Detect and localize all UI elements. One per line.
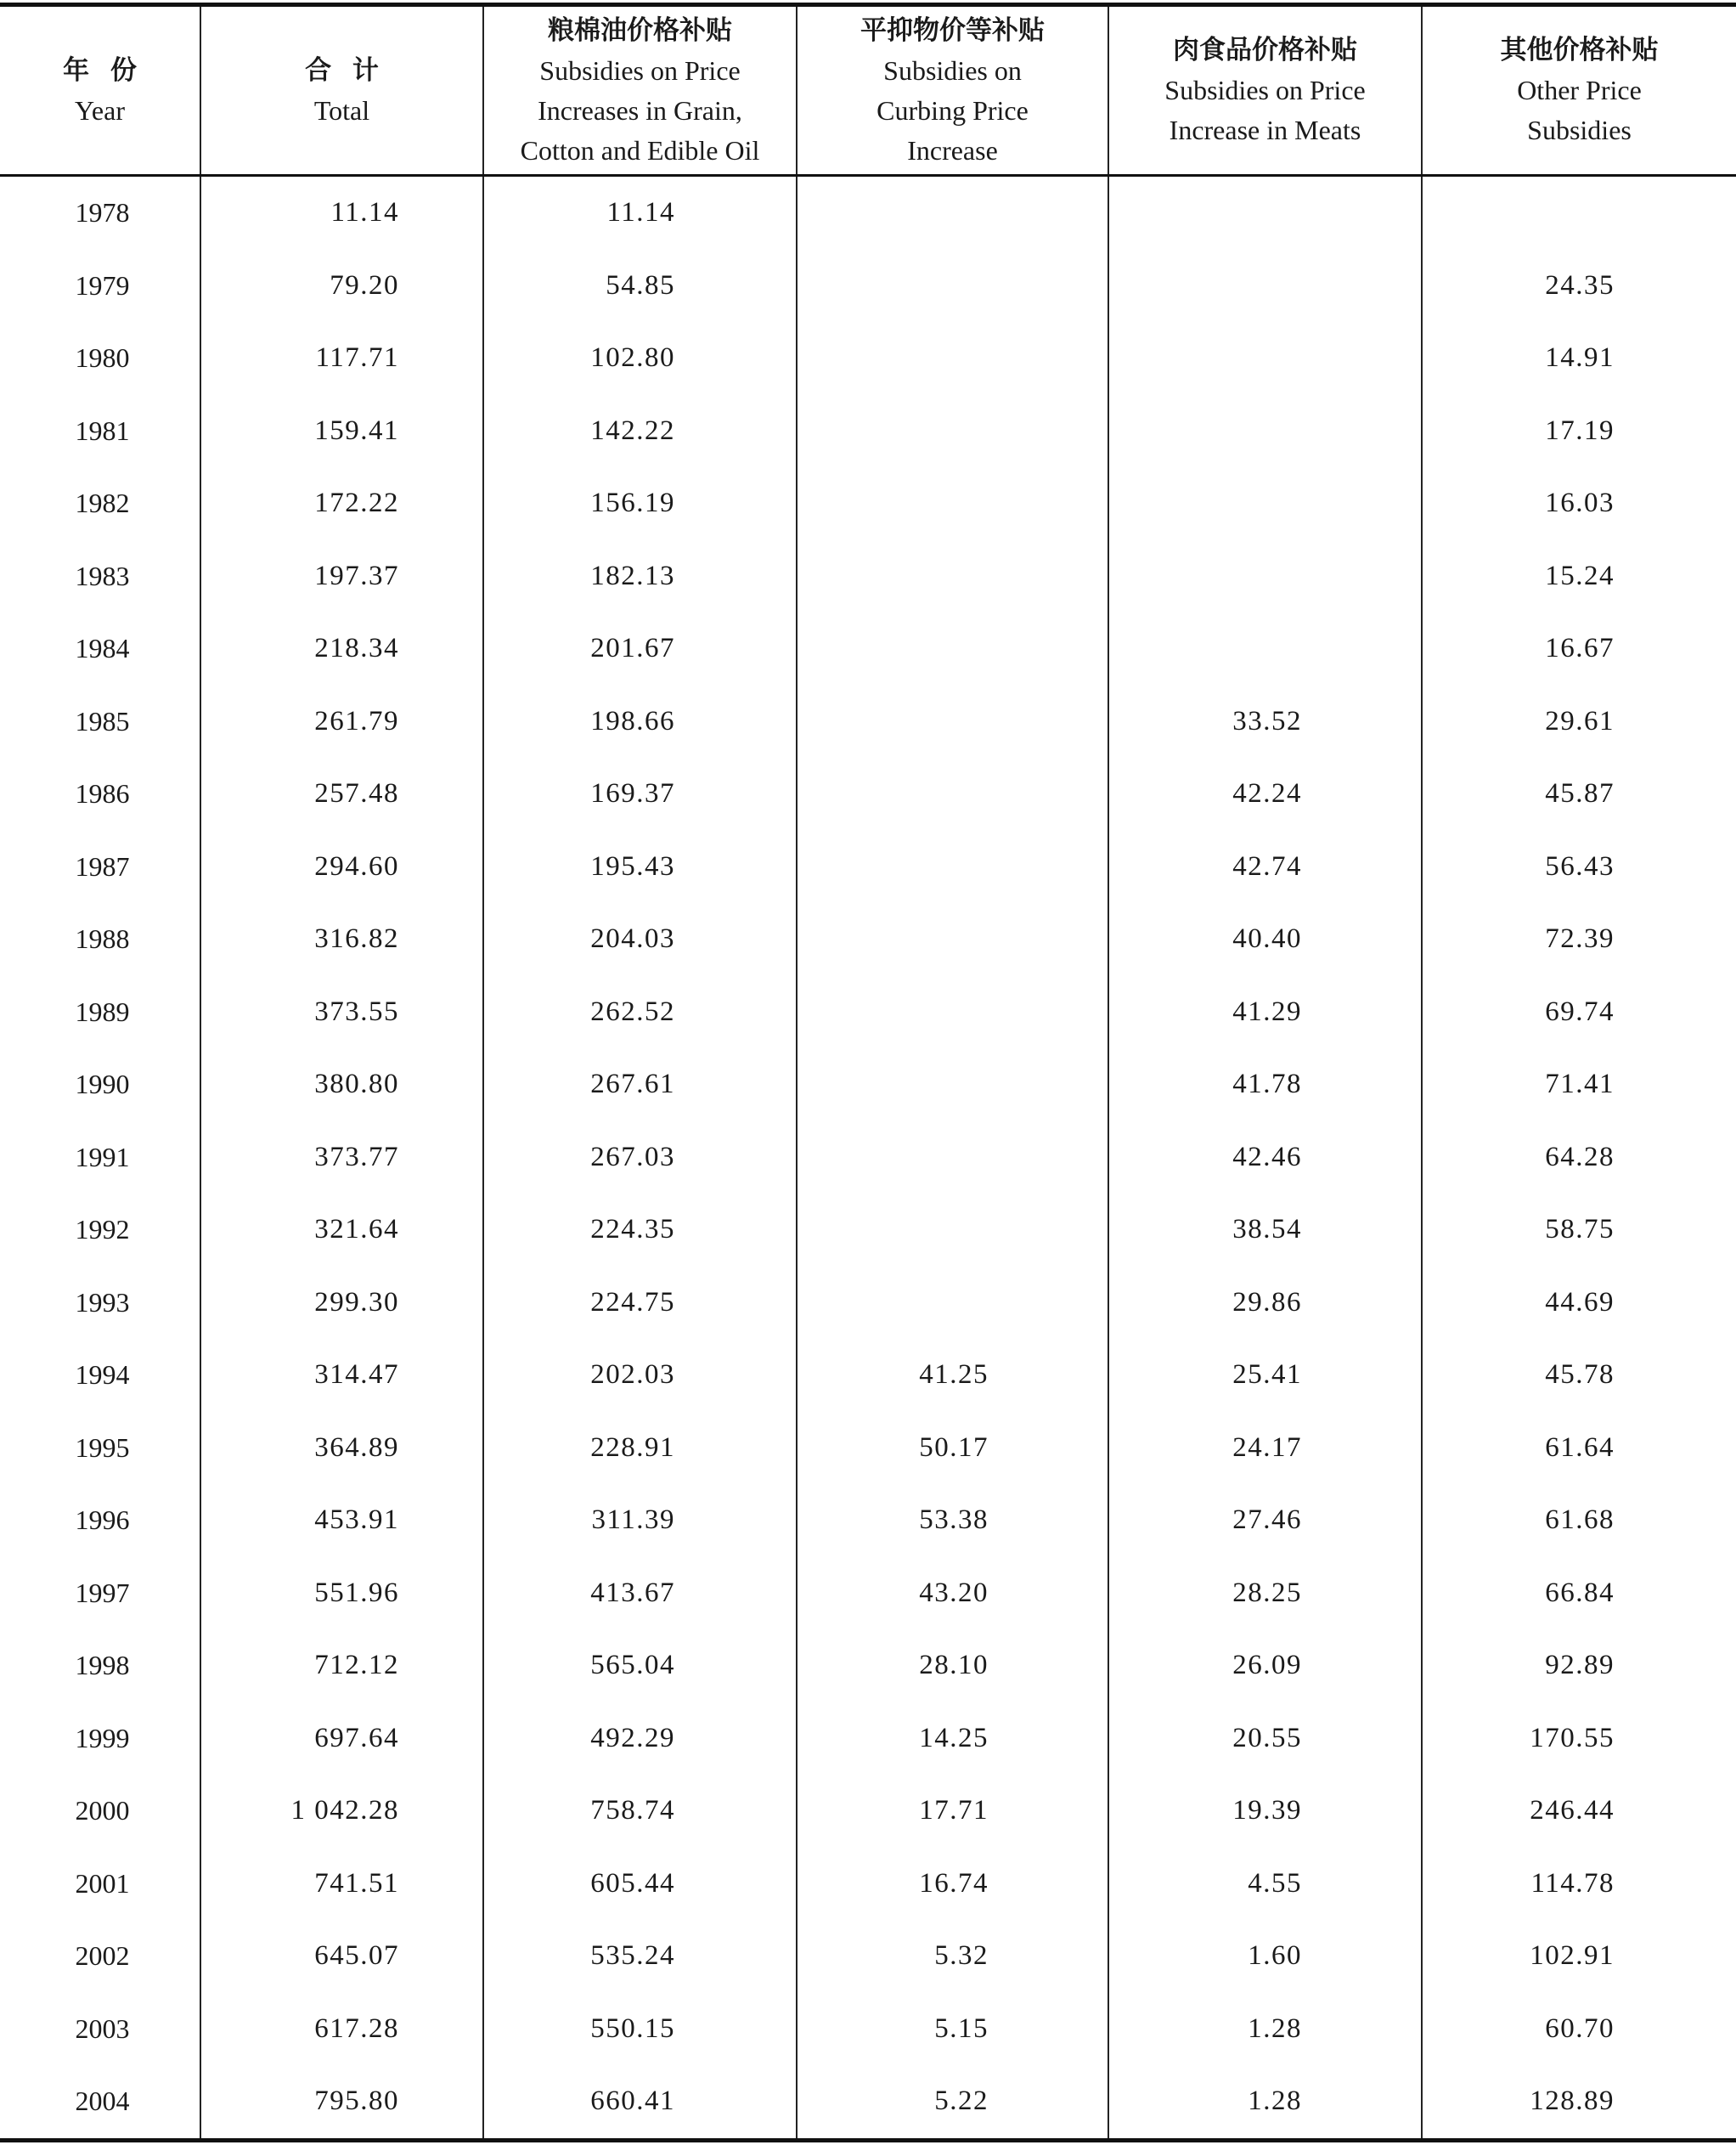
curbing-price-cell: [796, 1121, 1108, 1194]
header-year: [0, 7, 200, 174]
table-row: [0, 831, 1736, 904]
total-cell: 261.79: [200, 686, 482, 759]
grain-cotton-oil-cell: 228.91: [482, 1412, 796, 1485]
year-cell: 1987: [75, 850, 130, 882]
year-cell: 2004: [75, 2086, 130, 2116]
year-cell: 1994: [75, 1359, 130, 1390]
meat-cell: [1108, 322, 1421, 395]
year-cell: 1984: [75, 633, 130, 663]
grain-cotton-oil-cell: 535.24: [482, 1920, 796, 1993]
header-grain-cotton-oil-zh: 粮棉油价格补贴: [548, 14, 732, 46]
meat-cell: [1108, 177, 1421, 250]
other-cell: 128.89: [1421, 2065, 1736, 2138]
other-cell: 24.35: [1421, 250, 1736, 323]
grain-cotton-oil-cell: 142.22: [482, 395, 796, 468]
year-cell: 1999: [75, 1722, 130, 1753]
meat-cell: 42.24: [1108, 758, 1421, 831]
other-cell: 58.75: [1421, 1194, 1736, 1267]
grain-cotton-oil-cell: 758.74: [482, 1775, 796, 1848]
total-cell: 551.96: [200, 1557, 482, 1630]
year-cell: 1991: [75, 1141, 130, 1172]
header-other: [1421, 7, 1736, 174]
table-row: [0, 177, 1736, 250]
other-cell: 61.64: [1421, 1412, 1736, 1485]
total-cell: 453.91: [200, 1484, 482, 1557]
table-row: [0, 540, 1736, 613]
other-cell: 92.89: [1421, 1629, 1736, 1702]
meat-cell: 42.46: [1108, 1121, 1421, 1194]
table-row: [0, 1339, 1736, 1412]
curbing-price-cell: [796, 250, 1108, 323]
grain-cotton-oil-cell: 198.66: [482, 686, 796, 759]
meat-cell: 27.46: [1108, 1484, 1421, 1557]
meat-cell: 20.55: [1108, 1702, 1421, 1775]
total-cell: 697.64: [200, 1702, 482, 1775]
header-curbing-price: [796, 7, 1108, 174]
table-row: [0, 1484, 1736, 1557]
meat-cell: [1108, 395, 1421, 468]
other-cell: [1421, 177, 1736, 250]
year-cell: 2003: [75, 2012, 130, 2044]
table-row: [0, 1267, 1736, 1340]
grain-cotton-oil-cell: 201.67: [482, 612, 796, 686]
other-cell: 71.41: [1421, 1048, 1736, 1121]
grain-cotton-oil-cell: 311.39: [482, 1484, 796, 1557]
total-cell: 1 042.28: [200, 1775, 482, 1848]
meat-cell: 19.39: [1108, 1775, 1421, 1848]
year-cell: 1995: [75, 1431, 130, 1463]
year-cell: 1978: [75, 197, 130, 228]
meat-cell: 1.28: [1108, 2065, 1421, 2138]
curbing-price-cell: [796, 1048, 1108, 1121]
grain-cotton-oil-cell: 156.19: [482, 467, 796, 540]
meat-cell: 38.54: [1108, 1194, 1421, 1267]
grain-cotton-oil-cell: 182.13: [482, 540, 796, 613]
year-cell: 1983: [75, 560, 130, 591]
other-cell: 60.70: [1421, 1993, 1736, 2066]
other-cell: 29.61: [1421, 686, 1736, 759]
meat-cell: [1108, 540, 1421, 613]
header-grain-cotton-oil-en-1: Subsidies on Price: [539, 54, 741, 86]
header-total-en: Total: [313, 94, 370, 126]
table-row: [0, 467, 1736, 540]
curbing-price-cell: 16.74: [796, 1848, 1108, 1921]
curbing-price-cell: [796, 1194, 1108, 1267]
total-cell: 314.47: [200, 1339, 482, 1412]
meat-cell: [1108, 250, 1421, 323]
curbing-price-cell: 43.20: [796, 1557, 1108, 1630]
total-cell: 364.89: [200, 1412, 482, 1485]
grain-cotton-oil-cell: 267.03: [482, 1121, 796, 1194]
year-cell: 1989: [75, 996, 130, 1027]
total-cell: 299.30: [200, 1267, 482, 1340]
curbing-price-cell: [796, 758, 1108, 831]
total-cell: 380.80: [200, 1048, 482, 1121]
year-cell: 1990: [75, 1069, 130, 1099]
header-year-zh: 年 份: [63, 54, 137, 86]
curbing-price-cell: 28.10: [796, 1629, 1108, 1702]
curbing-price-cell: [796, 467, 1108, 540]
other-cell: 45.87: [1421, 758, 1736, 831]
grain-cotton-oil-cell: 169.37: [482, 758, 796, 831]
meat-cell: 41.78: [1108, 1048, 1421, 1121]
meat-cell: 33.52: [1108, 686, 1421, 759]
total-cell: 172.22: [200, 467, 482, 540]
header-curbing-price-en-1: Subsidies on: [883, 54, 1022, 86]
table-header: [0, 7, 1736, 177]
table-row: [0, 1412, 1736, 1485]
table-row: [0, 322, 1736, 395]
total-cell: 795.80: [200, 2065, 482, 2138]
year-cell: 1996: [75, 1504, 130, 1535]
total-cell: 321.64: [200, 1194, 482, 1267]
curbing-price-cell: 5.15: [796, 1993, 1108, 2066]
curbing-price-cell: [796, 1267, 1108, 1340]
meat-cell: 25.41: [1108, 1339, 1421, 1412]
total-cell: 645.07: [200, 1920, 482, 1993]
table-row: [0, 1557, 1736, 1630]
other-cell: 69.74: [1421, 976, 1736, 1049]
header-other-en-2: Subsidies: [1527, 115, 1632, 145]
year-cell: 1979: [75, 269, 130, 301]
year-cell: 1992: [75, 1214, 130, 1245]
total-cell: 218.34: [200, 612, 482, 686]
grain-cotton-oil-cell: 413.67: [482, 1557, 796, 1630]
table-row: [0, 686, 1736, 759]
table-row: [0, 2065, 1736, 2138]
total-cell: 159.41: [200, 395, 482, 468]
curbing-price-cell: 5.22: [796, 2065, 1108, 2138]
meat-cell: 26.09: [1108, 1629, 1421, 1702]
other-cell: 56.43: [1421, 831, 1736, 904]
header-year-en: Year: [75, 94, 125, 126]
table-body: [0, 177, 1736, 2138]
header-grain-cotton-oil: [482, 7, 796, 174]
curbing-price-cell: [796, 322, 1108, 395]
total-cell: 257.48: [200, 758, 482, 831]
curbing-price-cell: 41.25: [796, 1339, 1108, 1412]
table-row: [0, 1920, 1736, 1993]
grain-cotton-oil-cell: 195.43: [482, 831, 796, 904]
meat-cell: 42.74: [1108, 831, 1421, 904]
curbing-price-cell: [796, 831, 1108, 904]
curbing-price-cell: 5.32: [796, 1920, 1108, 1993]
total-cell: 712.12: [200, 1629, 482, 1702]
year-cell: 2002: [75, 1940, 130, 1971]
header-meats: [1108, 7, 1421, 174]
meat-cell: [1108, 467, 1421, 540]
table-row: [0, 1048, 1736, 1121]
header-grain-cotton-oil-en-2: Increases in Grain,: [538, 94, 742, 126]
year-cell: 1997: [75, 1577, 130, 1608]
meat-cell: 1.60: [1108, 1920, 1421, 1993]
grain-cotton-oil-cell: 224.75: [482, 1267, 796, 1340]
curbing-price-cell: 53.38: [796, 1484, 1108, 1557]
year-cell: 1998: [75, 1650, 130, 1680]
header-total: [200, 7, 482, 174]
total-cell: 316.82: [200, 903, 482, 976]
table-row: [0, 1194, 1736, 1267]
curbing-price-cell: 50.17: [796, 1412, 1108, 1485]
table-row: [0, 250, 1736, 323]
grain-cotton-oil-cell: 492.29: [482, 1702, 796, 1775]
other-cell: 61.68: [1421, 1484, 1736, 1557]
grain-cotton-oil-cell: 660.41: [482, 2065, 796, 2138]
table-row: [0, 1121, 1736, 1194]
other-cell: 44.69: [1421, 1267, 1736, 1340]
other-cell: 16.67: [1421, 612, 1736, 686]
total-cell: 197.37: [200, 540, 482, 613]
header-curbing-price-en-3: Increase: [907, 134, 998, 166]
other-cell: 45.78: [1421, 1339, 1736, 1412]
total-cell: 373.77: [200, 1121, 482, 1194]
curbing-price-cell: [796, 686, 1108, 759]
total-cell: 117.71: [200, 322, 482, 395]
table-row: [0, 612, 1736, 686]
grain-cotton-oil-cell: 605.44: [482, 1848, 796, 1921]
total-cell: 11.14: [200, 177, 482, 250]
header-grain-cotton-oil-en-3: Cotton and Edible Oil: [520, 134, 760, 166]
other-cell: 114.78: [1421, 1848, 1736, 1921]
grain-cotton-oil-cell: 204.03: [482, 903, 796, 976]
table-row: [0, 976, 1736, 1049]
grain-cotton-oil-cell: 202.03: [482, 1339, 796, 1412]
table-row: [0, 1702, 1736, 1775]
table-row: [0, 1993, 1736, 2066]
year-cell: 1980: [75, 342, 130, 373]
curbing-price-cell: 14.25: [796, 1702, 1108, 1775]
other-cell: 246.44: [1421, 1775, 1736, 1848]
year-cell: 1985: [75, 705, 130, 737]
year-cell: 1982: [75, 488, 130, 518]
other-cell: 64.28: [1421, 1121, 1736, 1194]
other-cell: 16.03: [1421, 467, 1736, 540]
other-cell: 72.39: [1421, 903, 1736, 976]
meat-cell: [1108, 612, 1421, 686]
grain-cotton-oil-cell: 102.80: [482, 322, 796, 395]
table-row: [0, 395, 1736, 468]
year-cell: 1988: [75, 923, 130, 954]
total-cell: 617.28: [200, 1993, 482, 2066]
other-cell: 66.84: [1421, 1557, 1736, 1630]
header-curbing-price-zh: 平抑物价等补贴: [860, 14, 1045, 46]
total-cell: 79.20: [200, 250, 482, 323]
year-cell: 2000: [75, 1795, 130, 1826]
curbing-price-cell: [796, 540, 1108, 613]
header-meats-en-1: Subsidies on Price: [1164, 75, 1366, 105]
grain-cotton-oil-cell: 550.15: [482, 1993, 796, 2066]
other-cell: 15.24: [1421, 540, 1736, 613]
table-row: [0, 1629, 1736, 1702]
curbing-price-cell: [796, 395, 1108, 468]
curbing-price-cell: [796, 976, 1108, 1049]
meat-cell: 41.29: [1108, 976, 1421, 1049]
total-cell: 741.51: [200, 1848, 482, 1921]
other-cell: 17.19: [1421, 395, 1736, 468]
meat-cell: 4.55: [1108, 1848, 1421, 1921]
header-other-en-1: Other Price: [1517, 75, 1642, 105]
table-row: [0, 1848, 1736, 1921]
year-cell: 2001: [75, 1867, 130, 1899]
header-curbing-price-en-2: Curbing Price: [876, 94, 1029, 126]
year-cell: 1986: [75, 778, 130, 809]
header-meats-en-2: Increase in Meats: [1169, 115, 1361, 145]
meat-cell: 24.17: [1108, 1412, 1421, 1485]
table-row: [0, 903, 1736, 976]
price-subsidies-table: [0, 3, 1736, 2142]
meat-cell: 40.40: [1108, 903, 1421, 976]
grain-cotton-oil-cell: 224.35: [482, 1194, 796, 1267]
grain-cotton-oil-cell: 262.52: [482, 976, 796, 1049]
grain-cotton-oil-cell: 267.61: [482, 1048, 796, 1121]
curbing-price-cell: [796, 903, 1108, 976]
table-row: [0, 758, 1736, 831]
grain-cotton-oil-cell: 54.85: [482, 250, 796, 323]
header-total-zh: 合 计: [305, 54, 379, 86]
other-cell: 170.55: [1421, 1702, 1736, 1775]
curbing-price-cell: [796, 177, 1108, 250]
grain-cotton-oil-cell: 11.14: [482, 177, 796, 250]
other-cell: 14.91: [1421, 322, 1736, 395]
header-meats-zh: 肉食品价格补贴: [1173, 35, 1357, 65]
curbing-price-cell: 17.71: [796, 1775, 1108, 1848]
curbing-price-cell: [796, 612, 1108, 686]
year-cell: 1993: [75, 1286, 130, 1318]
header-other-zh: 其他价格补贴: [1500, 35, 1659, 65]
table-row: [0, 1775, 1736, 1848]
total-cell: 294.60: [200, 831, 482, 904]
meat-cell: 29.86: [1108, 1267, 1421, 1340]
grain-cotton-oil-cell: 565.04: [482, 1629, 796, 1702]
other-cell: 102.91: [1421, 1920, 1736, 1993]
meat-cell: 1.28: [1108, 1993, 1421, 2066]
year-cell: 1981: [75, 415, 130, 446]
total-cell: 373.55: [200, 976, 482, 1049]
meat-cell: 28.25: [1108, 1557, 1421, 1630]
